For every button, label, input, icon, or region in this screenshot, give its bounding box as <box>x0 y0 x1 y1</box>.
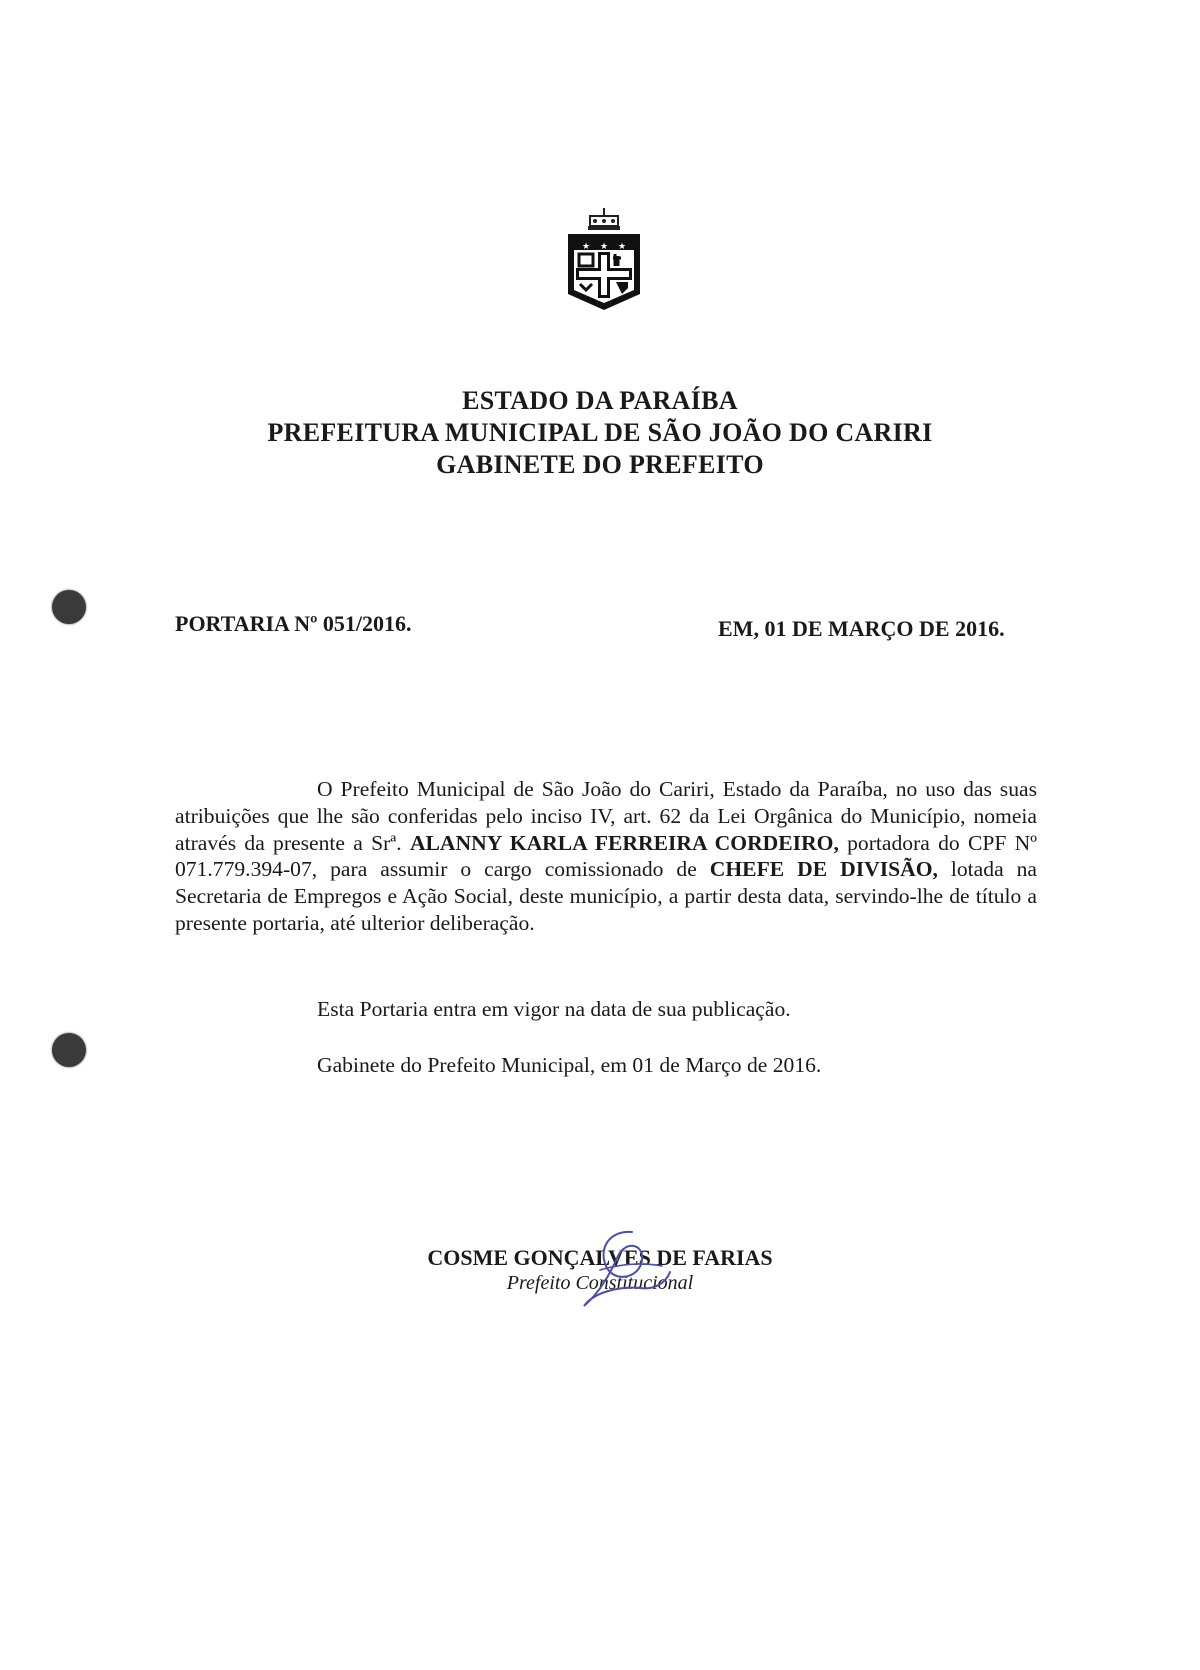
header-prefecture: PREFEITURA MUNICIPAL DE SÃO JOÃO DO CARIRI <box>267 418 933 447</box>
closing-line: Gabinete do Prefeito Municipal, em 01 de Março de 2016. <box>317 1053 822 1077</box>
signatory-title: Prefeito Constitucional <box>506 1272 694 1294</box>
handwritten-signature <box>570 1226 680 1312</box>
portaria-number: PORTARIA Nº 051/2016. <box>175 611 412 636</box>
signatory-name: COSME GONÇALVES DE FARIAS <box>427 1245 773 1270</box>
document-header <box>0 385 1200 481</box>
appointee-name: ALANNY KARLA FERREIRA CORDEIRO, <box>409 830 839 855</box>
body-paragraph <box>175 776 1037 937</box>
header-office: GABINETE DO PREFEITO <box>436 450 764 479</box>
body-text-c: lotada na Secretaria de Empregos e Ação Social, deste município, a partir desta data, servindo-lhe de título a presente portaria, até ulterior deliberação. <box>175 857 1038 935</box>
svg-text:★: ★ <box>582 242 591 252</box>
body-text-a: O Prefeito Municipal de São João do Cariri, Estado da Paraíba, no uso das suas atribuições que lhe são conferidas pelo inciso IV, art. 62 da Lei Orgânica do Município, nomeia através da presente a Srª. <box>175 777 1037 855</box>
portaria-date: EM, 01 DE MARÇO DE 2016. <box>718 616 1005 641</box>
body-text-b: portadora do CPF Nº 071.779.394-07, para assumir o cargo comissionado de <box>175 830 1037 882</box>
punch-hole-bottom <box>52 1033 86 1067</box>
svg-text:★: ★ <box>600 242 609 252</box>
header-state: ESTADO DA PARAÍBA <box>462 386 738 415</box>
effect-clause: Esta Portaria entra em vigor na data de sua publicação. <box>317 997 791 1021</box>
appointed-role: CHEFE DE DIVISÃO, <box>709 857 938 882</box>
svg-text:★: ★ <box>618 242 627 252</box>
punch-hole-top <box>52 590 86 624</box>
municipal-coat-of-arms-icon <box>562 206 646 318</box>
